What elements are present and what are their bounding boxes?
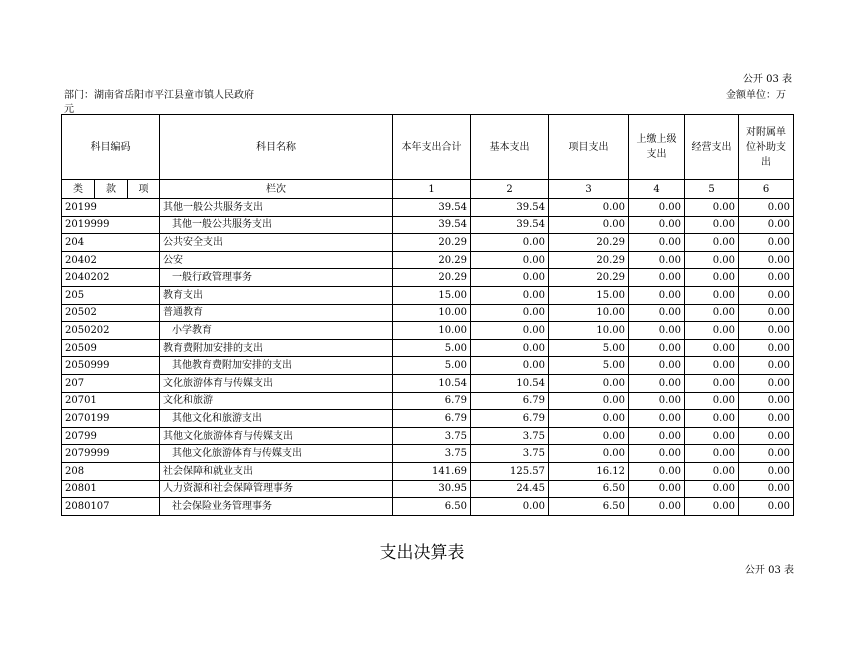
row-basic: 0.00: [471, 322, 549, 340]
row-name: 其他一般公共服务支出: [160, 216, 393, 234]
row-project: 0.00: [549, 374, 629, 392]
row-upper: 0.00: [629, 304, 685, 322]
table-row: [62, 251, 794, 269]
row-operating: 0.00: [685, 462, 739, 480]
table-row: [62, 445, 794, 463]
row-operating: 0.00: [685, 498, 739, 516]
table-row: [62, 286, 794, 304]
amount-unit-label: 金额单位：万: [726, 90, 786, 101]
header-row: [62, 115, 794, 180]
row-operating: 0.00: [685, 286, 739, 304]
row-basic: 125.57: [471, 462, 549, 480]
subheader-col-2: 2: [471, 180, 549, 199]
row-project: 0.00: [549, 199, 629, 217]
row-subsidy: 0.00: [739, 304, 794, 322]
row-total: 10.00: [393, 304, 471, 322]
row-total: 10.54: [393, 374, 471, 392]
row-basic: 0.00: [471, 251, 549, 269]
row-basic: 6.79: [471, 392, 549, 410]
row-upper: 0.00: [629, 445, 685, 463]
row-upper: 0.00: [629, 216, 685, 234]
row-subsidy: 0.00: [739, 374, 794, 392]
row-code: 2019999: [62, 216, 160, 234]
subheader-xiang: 项: [128, 180, 160, 199]
row-project: 0.00: [549, 445, 629, 463]
subheader-col-5: 5: [685, 180, 739, 199]
row-operating: 0.00: [685, 339, 739, 357]
row-basic: 6.79: [471, 410, 549, 428]
subheader-col-3: 3: [549, 180, 629, 199]
row-project: 5.00: [549, 339, 629, 357]
row-operating: 0.00: [685, 216, 739, 234]
row-project: 5.00: [549, 357, 629, 375]
row-operating: 0.00: [685, 392, 739, 410]
row-basic: 0.00: [471, 286, 549, 304]
row-code: 207: [62, 374, 160, 392]
row-upper: 0.00: [629, 427, 685, 445]
row-project: 10.00: [549, 322, 629, 340]
subheader-col-6: 6: [739, 180, 794, 199]
row-total: 30.95: [393, 480, 471, 498]
row-code: 2050202: [62, 322, 160, 340]
row-project: 0.00: [549, 410, 629, 428]
row-upper: 0.00: [629, 234, 685, 252]
row-subsidy: 0.00: [739, 199, 794, 217]
row-project: 20.29: [549, 251, 629, 269]
row-code: 20701: [62, 392, 160, 410]
row-code: 2050999: [62, 357, 160, 375]
expenditure-table: [61, 114, 794, 516]
row-subsidy: 0.00: [739, 427, 794, 445]
row-subsidy: 0.00: [739, 392, 794, 410]
row-subsidy: 0.00: [739, 251, 794, 269]
table-row: [62, 322, 794, 340]
table-row: [62, 480, 794, 498]
row-upper: 0.00: [629, 199, 685, 217]
row-code: 2040202: [62, 269, 160, 287]
row-total: 5.00: [393, 357, 471, 375]
row-operating: 0.00: [685, 304, 739, 322]
table-row: [62, 357, 794, 375]
row-name: 一般行政管理事务: [160, 269, 393, 287]
row-subsidy: 0.00: [739, 445, 794, 463]
row-name: 其他文化和旅游支出: [160, 410, 393, 428]
table-row: [62, 216, 794, 234]
row-total: 6.79: [393, 392, 471, 410]
row-project: 20.29: [549, 234, 629, 252]
subheader-kuan: 款: [95, 180, 128, 199]
row-basic: 0.00: [471, 234, 549, 252]
row-code: 205: [62, 286, 160, 304]
form-number-bottom: 公开 03 表: [744, 565, 794, 576]
row-operating: 0.00: [685, 199, 739, 217]
row-operating: 0.00: [685, 357, 739, 375]
col-header-code: 科目编码: [62, 115, 160, 180]
row-project: 0.00: [549, 392, 629, 410]
table-row: [62, 410, 794, 428]
row-total: 39.54: [393, 199, 471, 217]
row-upper: 0.00: [629, 339, 685, 357]
row-basic: 0.00: [471, 357, 549, 375]
row-project: 15.00: [549, 286, 629, 304]
row-name: 文化和旅游: [160, 392, 393, 410]
row-subsidy: 0.00: [739, 462, 794, 480]
row-operating: 0.00: [685, 410, 739, 428]
row-name: 其他一般公共服务支出: [160, 199, 393, 217]
row-subsidy: 0.00: [739, 269, 794, 287]
row-total: 39.54: [393, 216, 471, 234]
row-total: 3.75: [393, 445, 471, 463]
row-operating: 0.00: [685, 427, 739, 445]
row-upper: 0.00: [629, 286, 685, 304]
table-row: [62, 462, 794, 480]
table-row: [62, 234, 794, 252]
col-header-project: 项目支出: [549, 115, 629, 180]
col-header-upper: 上缴上级支出: [629, 115, 685, 180]
department-label: 部门：湖南省岳阳市平江县童市镇人民政府: [64, 90, 254, 101]
row-name: 普通教育: [160, 304, 393, 322]
row-total: 5.00: [393, 339, 471, 357]
col-header-name: 科目名称: [160, 115, 393, 180]
row-code: 20402: [62, 251, 160, 269]
row-subsidy: 0.00: [739, 498, 794, 516]
row-name: 文化旅游体育与传媒支出: [160, 374, 393, 392]
table-row: [62, 374, 794, 392]
row-subsidy: 0.00: [739, 286, 794, 304]
row-basic: 0.00: [471, 498, 549, 516]
row-subsidy: 0.00: [739, 339, 794, 357]
row-code: 20199: [62, 199, 160, 217]
row-subsidy: 0.00: [739, 216, 794, 234]
row-upper: 0.00: [629, 251, 685, 269]
row-project: 20.29: [549, 269, 629, 287]
row-code: 2079999: [62, 445, 160, 463]
table-row: [62, 339, 794, 357]
row-code: 2080107: [62, 498, 160, 516]
row-basic: 3.75: [471, 445, 549, 463]
col-header-subsidy: 对附属单位补助支出: [739, 115, 794, 180]
row-code: 2070199: [62, 410, 160, 428]
row-basic: 10.54: [471, 374, 549, 392]
table-row: [62, 427, 794, 445]
row-upper: 0.00: [629, 462, 685, 480]
row-project: 6.50: [549, 480, 629, 498]
row-total: 20.29: [393, 251, 471, 269]
row-code: 204: [62, 234, 160, 252]
row-name: 其他文化旅游体育与传媒支出: [160, 445, 393, 463]
row-name: 社会保险业务管理事务: [160, 498, 393, 516]
row-operating: 0.00: [685, 269, 739, 287]
row-subsidy: 0.00: [739, 410, 794, 428]
page-title: 支出决算表: [379, 543, 465, 563]
row-basic: 3.75: [471, 427, 549, 445]
row-subsidy: 0.00: [739, 234, 794, 252]
row-total: 15.00: [393, 286, 471, 304]
row-operating: 0.00: [685, 322, 739, 340]
row-subsidy: 0.00: [739, 322, 794, 340]
row-operating: 0.00: [685, 445, 739, 463]
row-total: 6.79: [393, 410, 471, 428]
row-project: 6.50: [549, 498, 629, 516]
row-basic: 39.54: [471, 199, 549, 217]
row-operating: 0.00: [685, 251, 739, 269]
row-upper: 0.00: [629, 498, 685, 516]
row-total: 141.69: [393, 462, 471, 480]
row-name: 小学教育: [160, 322, 393, 340]
row-name: 人力资源和社会保障管理事务: [160, 480, 393, 498]
subheader-row: [62, 180, 794, 199]
row-name: 其他文化旅游体育与传媒支出: [160, 427, 393, 445]
row-operating: 0.00: [685, 374, 739, 392]
row-name: 社会保障和就业支出: [160, 462, 393, 480]
row-total: 3.75: [393, 427, 471, 445]
row-total: 10.00: [393, 322, 471, 340]
row-name: 教育支出: [160, 286, 393, 304]
col-header-total: 本年支出合计: [393, 115, 471, 180]
table-row: [62, 269, 794, 287]
row-project: 16.12: [549, 462, 629, 480]
row-subsidy: 0.00: [739, 480, 794, 498]
row-code: 20502: [62, 304, 160, 322]
row-basic: 0.00: [471, 339, 549, 357]
amount-unit-wrap: 元: [64, 104, 74, 115]
row-basic: 0.00: [471, 304, 549, 322]
col-header-operating: 经营支出: [685, 115, 739, 180]
col-header-basic: 基本支出: [471, 115, 549, 180]
subheader-lanci: 栏次: [160, 180, 393, 199]
row-total: 6.50: [393, 498, 471, 516]
row-name: 公共安全支出: [160, 234, 393, 252]
row-code: 20509: [62, 339, 160, 357]
table-row: [62, 498, 794, 516]
row-project: 0.00: [549, 216, 629, 234]
row-basic: 39.54: [471, 216, 549, 234]
row-upper: 0.00: [629, 410, 685, 428]
row-upper: 0.00: [629, 357, 685, 375]
row-upper: 0.00: [629, 269, 685, 287]
row-name: 其他教育费附加安排的支出: [160, 357, 393, 375]
table-row: [62, 304, 794, 322]
subheader-lei: 类: [62, 180, 95, 199]
row-upper: 0.00: [629, 374, 685, 392]
row-operating: 0.00: [685, 234, 739, 252]
subheader-col-1: 1: [393, 180, 471, 199]
row-total: 20.29: [393, 269, 471, 287]
row-upper: 0.00: [629, 392, 685, 410]
row-upper: 0.00: [629, 480, 685, 498]
row-project: 0.00: [549, 427, 629, 445]
row-basic: 24.45: [471, 480, 549, 498]
row-subsidy: 0.00: [739, 357, 794, 375]
table-row: [62, 392, 794, 410]
row-upper: 0.00: [629, 322, 685, 340]
row-basic: 0.00: [471, 269, 549, 287]
subheader-col-4: 4: [629, 180, 685, 199]
row-name: 教育费附加安排的支出: [160, 339, 393, 357]
row-total: 20.29: [393, 234, 471, 252]
table-body: [62, 199, 794, 516]
row-code: 20801: [62, 480, 160, 498]
row-code: 208: [62, 462, 160, 480]
row-project: 10.00: [549, 304, 629, 322]
row-name: 公安: [160, 251, 393, 269]
row-operating: 0.00: [685, 480, 739, 498]
table-row: [62, 199, 794, 217]
row-code: 20799: [62, 427, 160, 445]
form-number: 公开 03 表: [742, 74, 792, 85]
